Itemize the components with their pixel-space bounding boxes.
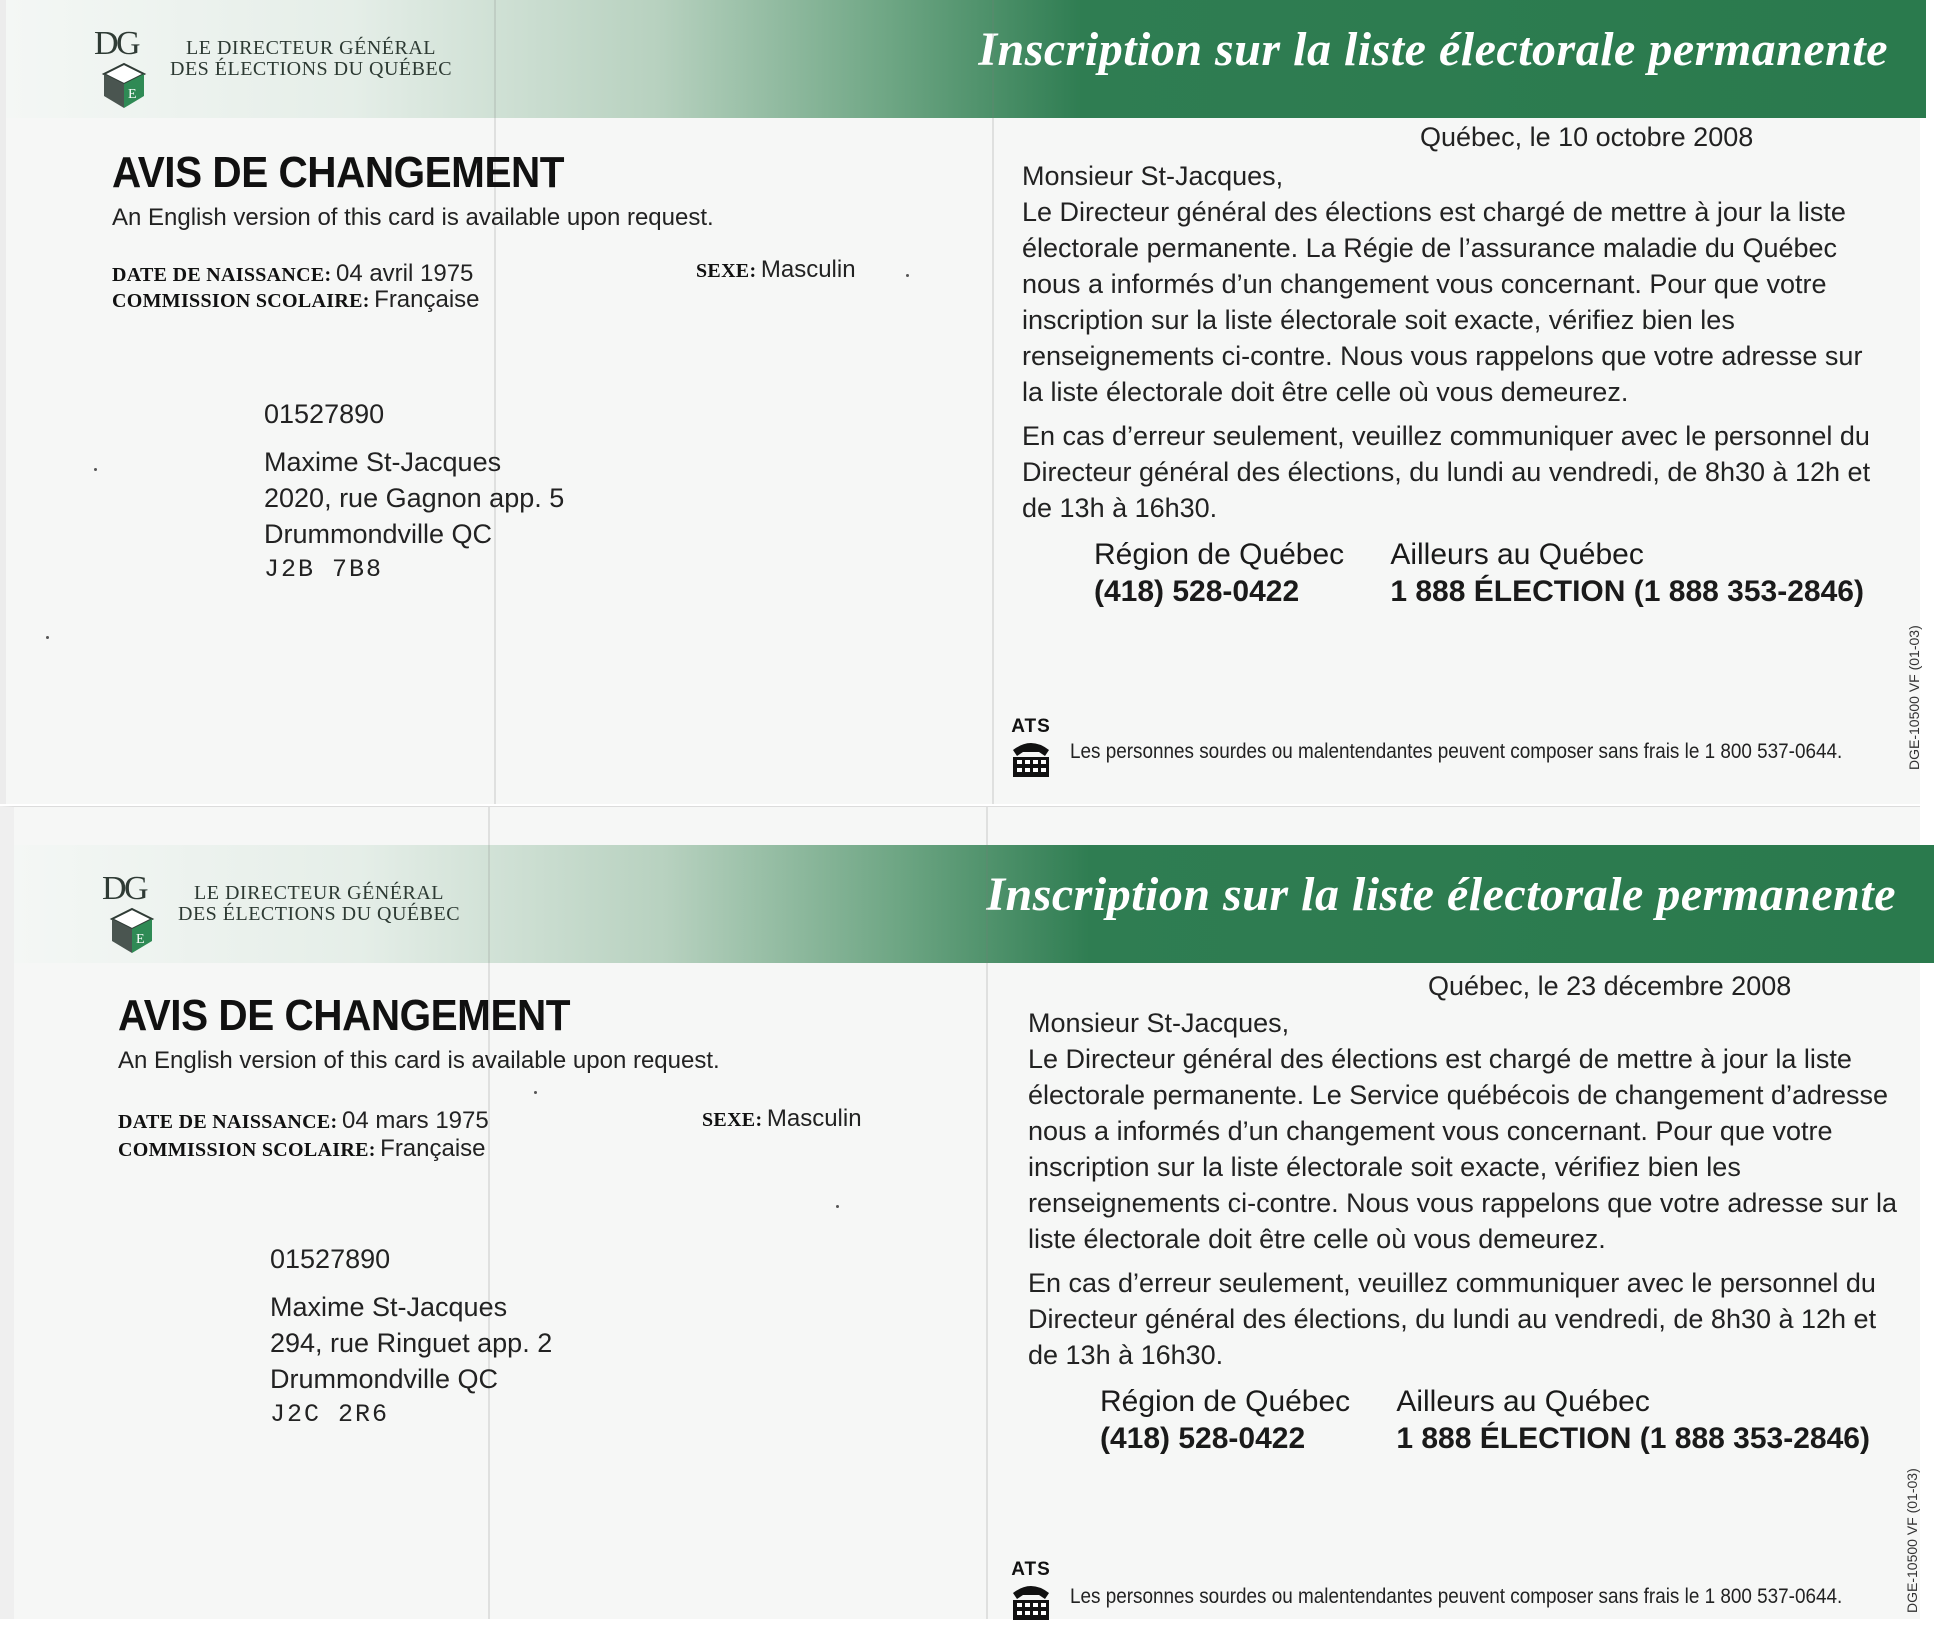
notice-heading: AVIS DE CHANGEMENT <box>118 991 571 1040</box>
address-block <box>270 1241 552 1433</box>
org-line-2: DES ÉLECTIONS DU QUÉBEC <box>178 903 461 925</box>
salutation: Monsieur St-Jacques, <box>1028 1008 1290 1038</box>
letter-body <box>1028 1005 1908 1373</box>
notice-heading: AVIS DE CHANGEMENT <box>112 148 565 197</box>
dge-logo-icon <box>92 26 156 112</box>
elector-number: 01527890 <box>264 399 385 429</box>
region-phone: (418) 528-0422 <box>1100 1422 1306 1455</box>
svg-text:G: G <box>116 25 141 62</box>
letter-paragraph-2: En cas d’erreur seulement, veuillez communiquer avec le personnel du Directeur général des élections, du lundi au vendredi, de 8h30 à 12h et de 13h à 16h30. <box>1022 421 1871 523</box>
region-label: Région de Québec <box>1094 538 1345 571</box>
form-code: DGE-10500 VF (01-03) <box>1904 1468 1920 1613</box>
letter-date: Québec, le 23 décembre 2008 <box>1428 971 1792 1001</box>
contact-elsewhere <box>1390 536 1864 610</box>
contact-elsewhere <box>1396 1383 1870 1457</box>
elector-name: Maxime St-Jacques <box>270 1292 508 1322</box>
svg-text:G: G <box>124 870 149 907</box>
org-line-1: LE DIRECTEUR GÉNÉRAL <box>186 37 437 59</box>
fold-line <box>986 807 988 1619</box>
address-block <box>264 396 564 588</box>
english-note: An English version of this card is available upon request. <box>118 1047 720 1074</box>
elsewhere-label: Ailleurs au Québec <box>1390 538 1644 571</box>
street-address: 2020, rue Gagnon app. 5 <box>264 483 565 513</box>
sex-label: SEXE: <box>702 1109 763 1131</box>
school-board-value: Française <box>374 286 480 313</box>
salutation: Monsieur St-Jacques, <box>1022 161 1284 191</box>
letter-paragraph-1: Le Directeur général des élections est chargé de mettre à jour la liste électorale permanente. La Régie de l’assurance maladie du Québec nous a informés d’un changement vous concernant. Pour que votre inscription sur la liste électorale soit exacte, vérifiez bien les renseignements ci-contre. Nous vous rappelons que votre adresse sur la liste électorale doit être celle où vous demeurez. <box>1022 197 1863 407</box>
elector-number: 01527890 <box>270 1244 391 1274</box>
ats-label: ATS <box>1011 1559 1051 1580</box>
birth-date-label: DATE DE NAISSANCE: <box>112 264 332 286</box>
tty-phone-icon <box>1009 738 1053 778</box>
scan-speck <box>836 1205 839 1208</box>
city: Drummondville QC <box>270 1364 499 1394</box>
header-title: Inscription sur la liste électorale permanente <box>986 868 1896 921</box>
svg-text:E: E <box>136 932 145 947</box>
street-address: 294, rue Ringuet app. 2 <box>270 1328 553 1358</box>
svg-text:E: E <box>128 87 137 102</box>
region-label: Région de Québec <box>1100 1385 1351 1418</box>
elsewhere-phone: 1 888 ÉLECTION (1 888 353-2846) <box>1390 575 1864 608</box>
notice-card-december <box>0 806 1920 1619</box>
school-board-label: COMMISSION SCOLAIRE: <box>112 290 370 312</box>
header-band <box>6 0 1926 118</box>
letter-date: Québec, le 10 octobre 2008 <box>1420 122 1754 152</box>
sex-field <box>696 256 856 284</box>
city: Drummondville QC <box>264 519 493 549</box>
contact-quebec-region <box>1094 536 1382 610</box>
postal-code: J2B 7B8 <box>264 555 384 584</box>
ats-label: ATS <box>1011 716 1051 737</box>
ats-note: Les personnes sourdes ou malentendantes peuvent composer sans frais le 1 800 537-0644. <box>1070 1585 1843 1608</box>
sex-field <box>702 1105 862 1133</box>
letter-body <box>1022 158 1882 526</box>
letter-paragraph-1: Le Directeur général des élections est chargé de mettre à jour la liste électorale permanente. Le Service québécois de changement d’adresse nous a informés d’un changement vous concernant. Pour que votre inscription sur la liste électorale soit exacte, vérifiez bien les renseignements ci-contre. Nous vous rappelons que votre adresse sur la liste électorale doit être celle où vous demeurez. <box>1028 1044 1897 1254</box>
dge-logo-icon <box>100 871 164 957</box>
sex-value: Masculin <box>760 256 856 283</box>
elsewhere-phone: 1 888 ÉLECTION (1 888 353-2846) <box>1396 1422 1870 1455</box>
school-board-field <box>118 1135 486 1163</box>
scan-speck <box>534 1091 537 1094</box>
elsewhere-label: Ailleurs au Québec <box>1396 1385 1650 1418</box>
school-board-label: COMMISSION SCOLAIRE: <box>118 1139 376 1161</box>
org-line-2: DES ÉLECTIONS DU QUÉBEC <box>170 58 453 80</box>
notice-card-october <box>0 0 1920 804</box>
birth-date-value: 04 avril 1975 <box>335 260 474 287</box>
birth-date-field <box>112 260 473 288</box>
scan-speck <box>906 274 909 277</box>
region-phone: (418) 528-0422 <box>1094 575 1300 608</box>
header-title: Inscription sur la liste électorale permanente <box>978 23 1888 76</box>
ats-block <box>1008 716 1054 783</box>
scan-speck <box>46 636 49 639</box>
ats-block <box>1008 1559 1054 1626</box>
form-code: DGE-10500 VF (01-03) <box>1906 625 1922 770</box>
tty-phone-icon <box>1009 1581 1053 1621</box>
organization-name <box>170 38 452 80</box>
birth-date-value: 04 mars 1975 <box>341 1107 489 1134</box>
birth-date-field <box>118 1107 489 1135</box>
scan-speck <box>94 468 97 471</box>
letter-paragraph-2: En cas d’erreur seulement, veuillez communiquer avec le personnel du Directeur général des élections, du lundi au vendredi, de 8h30 à 12h et de 13h à 16h30. <box>1028 1268 1877 1370</box>
sex-label: SEXE: <box>696 260 757 282</box>
organization-name <box>178 883 460 925</box>
svg-text:D: D <box>102 870 127 907</box>
school-board-value: Française <box>380 1135 486 1162</box>
header-band <box>14 845 1934 963</box>
contact-numbers <box>1094 536 1864 610</box>
english-note: An English version of this card is available upon request. <box>112 204 714 231</box>
ats-note: Les personnes sourdes ou malentendantes peuvent composer sans frais le 1 800 537-0644. <box>1070 740 1843 763</box>
svg-text:D: D <box>94 25 119 62</box>
postal-code: J2C 2R6 <box>270 1400 390 1429</box>
school-board-field <box>112 286 480 314</box>
org-line-1: LE DIRECTEUR GÉNÉRAL <box>194 882 445 904</box>
sex-value: Masculin <box>766 1105 862 1132</box>
birth-date-label: DATE DE NAISSANCE: <box>118 1111 338 1133</box>
elector-name: Maxime St-Jacques <box>264 447 502 477</box>
contact-numbers <box>1100 1383 1870 1457</box>
contact-quebec-region <box>1100 1383 1388 1457</box>
fold-line <box>488 807 490 1619</box>
fold-line <box>992 0 994 804</box>
